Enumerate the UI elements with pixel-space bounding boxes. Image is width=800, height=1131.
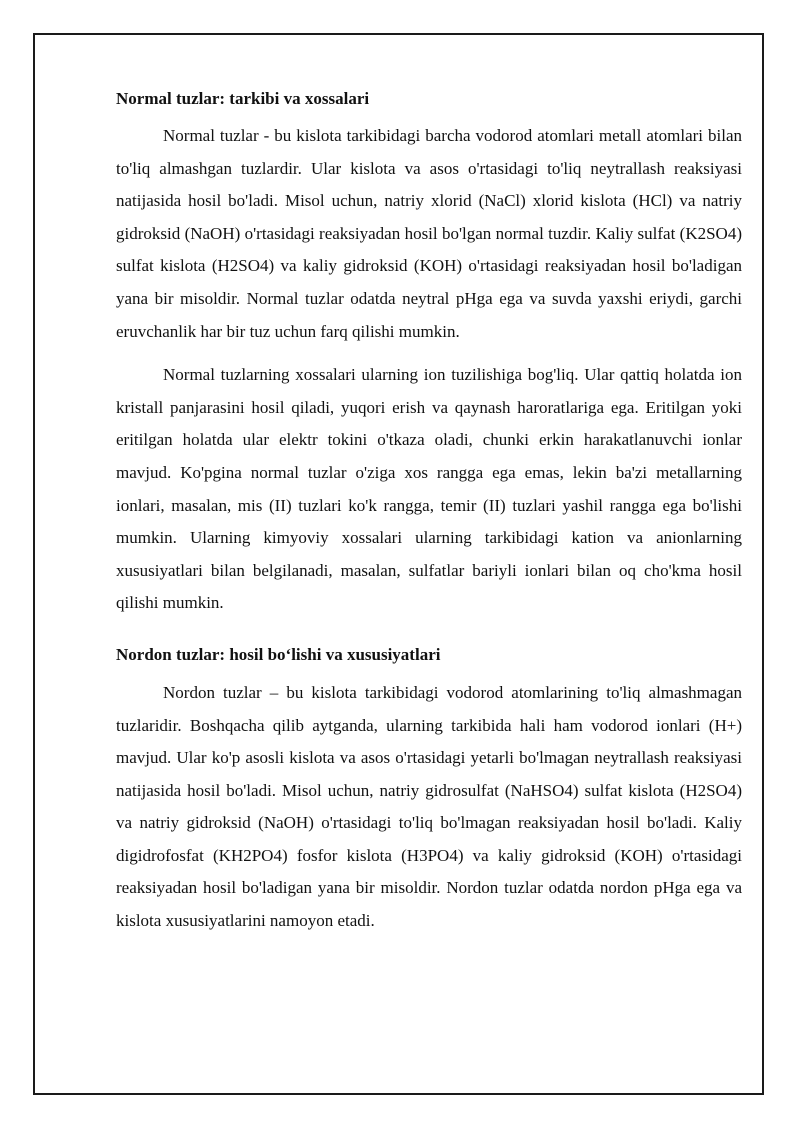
paragraph-acid-salts-definition: Nordon tuzlar – bu kislota tarkibidagi vodorod atomlarining to'liq almashmagan tuzlaridir. Boshqacha qilib aytganda, ularning tarkibida hali ham vodorod ionlari (H+) mavjud. Ular ko'p asosli kislota va asos o'rtasidagi yetarli bo'lmagan neytrallash reaksiyasi natijasida hosil bo'ladi. Misol uchun, natriy gidrosulfat (NaHSO4) sulfat kislota (H2SO4) va natriy gidroksid (NaOH) o'rtasidagi to'liq bo'lmagan reaksiyadan hosil bo'ladi. Kaliy digidrofosfat (KH2PO4) fosfor kislota (H3PO4) va kaliy gidroksid (KOH) o'rtasidagi reaksiyadan hosil bo'ladigan yana bir misoldir. Nordon tuzlar odatda nordon pHga ega va kislota xususiyatlarini namoyon etadi. <box>116 682 742 931</box>
section-heading-acid-salts: Nordon tuzlar: hosil boʻlishi va xususiyatlari <box>116 644 441 664</box>
document-body <box>116 86 742 938</box>
paragraph-normal-salts-properties: Normal tuzlarning xossalari ularning ion tuzilishiga bog'liq. Ular qattiq holatda ion kristall panjarasini hosil qiladi, yuqori erish va qaynash haroratlariga ega. Eritilgan yoki eritilgan holatda ular elektr tokini o'tkaza oladi, chunki erkin harakatlanuvchi ionlar mavjud. Ko'pgina normal tuzlar o'ziga xos rangga ega emas, lekin ba'zi metallarning ionlari, masalan, mis (II) tuzlari ko'k rangga, temir (II) tuzlari yashil rangga ega bo'lishi mumkin. Ularning kimyoviy xossalari ularning tarkibidagi kation va anionlarning xususiyatlari bilan belgilanadi, masalan, sulfatlar bariyli ionlari bilan oq cho'kma hosil qilishi mumkin. <box>116 365 742 613</box>
section-heading-normal-salts: Normal tuzlar: tarkibi va xossalari <box>116 89 370 108</box>
paragraph-normal-salts-definition: Normal tuzlar - bu kislota tarkibidagi barcha vodorod atomlari metall atomlari bilan to'liq almashgan tuzlardir. Ular kislota va asos o'rtasidagi to'liq neytrallash reaksiyasi natijasida hosil bo'ladi. Misol uchun, natriy xlorid (NaCl) xlorid kislota (HCl) va natriy gidroksid (NaOH) o'rtasidagi reaksiyadan hosil bo'lgan normal tuzdir. Kaliy sulfat (K2SO4) sulfat kislota (H2SO4) va kaliy gidroksid (KOH) o'rtasidagi reaksiyadan hosil bo'ladigan yana bir misoldir. Normal tuzlar odatda neytral pHga ega va suvda yaxshi eriydi, garchi eruvchanlik har bir tuz uchun farq qilishi mumkin. <box>116 126 742 341</box>
